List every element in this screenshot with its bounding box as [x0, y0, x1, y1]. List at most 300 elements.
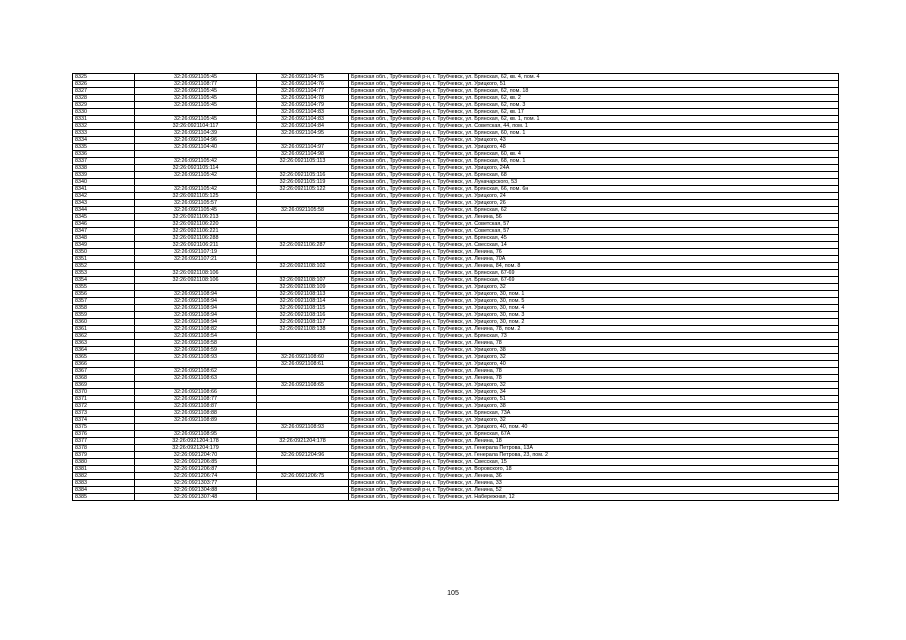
- parent-cadastral-number-cell: 32:26:0921106:288: [135, 235, 257, 242]
- address-cell: Брянская обл., Трубчевский р-н, г. Трубчевск, ул. Свесская, 14: [349, 242, 839, 249]
- address-cell: Брянская обл., Трубчевский р-н, г. Трубчевск, ул. Ленина, 76: [349, 249, 839, 256]
- table-row: [73, 228, 839, 235]
- table-row: [73, 214, 839, 221]
- parent-cadastral-number-cell: 32:26:0921105:42: [135, 158, 257, 165]
- address-cell: Брянская обл., Трубчевский р-н, г. Трубчевск, ул. Брянская, 60, пом. 1: [349, 130, 839, 137]
- row-number-cell: 8348: [73, 235, 135, 242]
- cadastral-number-cell: 32:26:0921108:102: [257, 263, 349, 270]
- table-row: [73, 137, 839, 144]
- address-cell: Брянская обл., Трубчевский р-н, г. Трубчевск, ул. Брянская, 68, пом. 1: [349, 158, 839, 165]
- parent-cadastral-number-cell: 32:26:0921105:114: [135, 165, 257, 172]
- parent-cadastral-number-cell: 32:26:0921104:117: [135, 123, 257, 130]
- row-number-cell: 8340: [73, 179, 135, 186]
- cadastral-number-cell: 32:26:0921104:97: [257, 144, 349, 151]
- cadastral-number-cell: 32:26:0921104:78: [257, 95, 349, 102]
- table-row: [73, 494, 839, 501]
- address-cell: Брянская обл., Трубчевский р-н, г. Трубчевск, ул. Урицкого, 26: [349, 200, 839, 207]
- cadastral-number-cell: [257, 333, 349, 340]
- row-number-cell: 8361: [73, 326, 135, 333]
- cadastral-number-cell: [257, 403, 349, 410]
- parent-cadastral-number-cell: [135, 361, 257, 368]
- row-number-cell: 8342: [73, 193, 135, 200]
- row-number-cell: 8326: [73, 81, 135, 88]
- table-row: [73, 221, 839, 228]
- address-cell: Брянская обл., Трубчевский р-н, г. Трубчевск, ул. Набережная, 12: [349, 494, 839, 501]
- address-cell: Брянская обл., Трубчевский р-н, г. Трубчевск, ул. Генерала Петрова, 13А: [349, 445, 839, 452]
- registry-table: [72, 73, 839, 501]
- parent-cadastral-number-cell: 32:26:0921106:221: [135, 228, 257, 235]
- address-cell: Брянская обл., Трубчевский р-н, г. Трубчевск, ул. Урицкого, 43: [349, 137, 839, 144]
- parent-cadastral-number-cell: [135, 151, 257, 158]
- address-cell: Брянская обл., Трубчевский р-н, г. Трубчевск, ул. Урицкого, 30, пом. 5: [349, 298, 839, 305]
- table-row: [73, 487, 839, 494]
- table-row: [73, 270, 839, 277]
- table-row: [73, 158, 839, 165]
- parent-cadastral-number-cell: 32:26:0921206:85: [135, 459, 257, 466]
- row-number-cell: 8363: [73, 340, 135, 347]
- row-number-cell: 8375: [73, 424, 135, 431]
- cadastral-number-cell: [257, 494, 349, 501]
- cadastral-number-cell: [257, 137, 349, 144]
- row-number-cell: 8362: [73, 333, 135, 340]
- row-number-cell: 8377: [73, 438, 135, 445]
- address-cell: Брянская обл., Трубчевский р-н, г. Трубчевск, ул. Урицкого, 40: [349, 361, 839, 368]
- row-number-cell: 8368: [73, 375, 135, 382]
- parent-cadastral-number-cell: 32:26:0921108:54: [135, 333, 257, 340]
- address-cell: Брянская обл., Трубчевский р-н, г. Трубчевск, ул. Ленина, 56: [349, 214, 839, 221]
- cadastral-number-cell: [257, 459, 349, 466]
- address-cell: Брянская обл., Трубчевский р-н, г. Трубчевск, ул. Советская, 57: [349, 228, 839, 235]
- parent-cadastral-number-cell: 32:26:0921108:95: [135, 431, 257, 438]
- table-row: [73, 207, 839, 214]
- table-row: [73, 333, 839, 340]
- row-number-cell: 8365: [73, 354, 135, 361]
- row-number-cell: 8345: [73, 214, 135, 221]
- cadastral-number-cell: 32:26:0921108:93: [257, 424, 349, 431]
- parent-cadastral-number-cell: 32:26:0921108:77: [135, 81, 257, 88]
- cadastral-number-cell: 32:26:0921108:113: [257, 291, 349, 298]
- address-cell: Брянская обл., Трубчевский р-н, г. Трубчевск, ул. Брянская, 62, кв. 17: [349, 109, 839, 116]
- parent-cadastral-number-cell: 32:26:0921105:125: [135, 193, 257, 200]
- parent-cadastral-number-cell: 32:26:0921105:45: [135, 88, 257, 95]
- table-row: [73, 375, 839, 382]
- parent-cadastral-number-cell: [135, 263, 257, 270]
- address-cell: Брянская обл., Трубчевский р-н, г. Трубчевск, ул. Брянская, 66, пом. 6н: [349, 186, 839, 193]
- address-cell: Брянская обл., Трубчевский р-н, г. Трубчевск, ул. Воровского, 18: [349, 466, 839, 473]
- parent-cadastral-number-cell: 32:26:0921108:82: [135, 326, 257, 333]
- table-row: [73, 368, 839, 375]
- address-cell: Брянская обл., Трубчевский р-н, г. Трубчевск, ул. Урицкого, 32: [349, 382, 839, 389]
- row-number-cell: 8367: [73, 368, 135, 375]
- table-row: [73, 242, 839, 249]
- cadastral-number-cell: [257, 368, 349, 375]
- parent-cadastral-number-cell: 32:26:0921105:45: [135, 102, 257, 109]
- table-row: [73, 466, 839, 473]
- table-row: [73, 123, 839, 130]
- table-row: [73, 431, 839, 438]
- cadastral-number-cell: 32:26:0921104:83: [257, 116, 349, 123]
- parent-cadastral-number-cell: 32:26:0921107:19: [135, 249, 257, 256]
- address-cell: Брянская обл., Трубчевский р-н, г. Трубчевск, ул. Брянская, 67-69: [349, 277, 839, 284]
- cadastral-number-cell: 32:26:0921108:114: [257, 298, 349, 305]
- row-number-cell: 8328: [73, 95, 135, 102]
- address-cell: Брянская обл., Трубчевский р-н, г. Трубчевск, ул. Урицкого, 32: [349, 417, 839, 424]
- address-cell: Брянская обл., Трубчевский р-н, г. Трубчевск, ул. Брянская, 73А: [349, 410, 839, 417]
- row-number-cell: 8374: [73, 417, 135, 424]
- cadastral-number-cell: 32:26:0921104:77: [257, 88, 349, 95]
- address-cell: Брянская обл., Трубчевский р-н, г. Трубчевск, ул. Урицкого, 24: [349, 193, 839, 200]
- table-row: [73, 109, 839, 116]
- table-row: [73, 403, 839, 410]
- row-number-cell: 8369: [73, 382, 135, 389]
- row-number-cell: 8354: [73, 277, 135, 284]
- row-number-cell: 8347: [73, 228, 135, 235]
- parent-cadastral-number-cell: 32:26:0921108:94: [135, 319, 257, 326]
- address-cell: Брянская обл., Трубчевский р-н, г. Трубчевск, ул. Урицкого, 30, пом. 1: [349, 291, 839, 298]
- table-row: [73, 186, 839, 193]
- table-row: [73, 193, 839, 200]
- table-row: [73, 256, 839, 263]
- parent-cadastral-number-cell: [135, 424, 257, 431]
- cadastral-number-cell: 32:26:0921104:75: [257, 74, 349, 81]
- cadastral-number-cell: 32:26:0921105:58: [257, 207, 349, 214]
- address-cell: Брянская обл., Трубчевский р-н, г. Трубчевск, ул. Луначарского, 53: [349, 179, 839, 186]
- parent-cadastral-number-cell: 32:26:0921108:63: [135, 375, 257, 382]
- parent-cadastral-number-cell: 32:26:0921104:96: [135, 137, 257, 144]
- address-cell: Брянская обл., Трубчевский р-н, г. Трубчевск, ул. Брянская, 67А: [349, 431, 839, 438]
- address-cell: Брянская обл., Трубчевский р-н, г. Трубчевск, ул. Ленина, 33: [349, 480, 839, 487]
- row-number-cell: 8336: [73, 151, 135, 158]
- table-row: [73, 354, 839, 361]
- parent-cadastral-number-cell: 32:26:0921105:45: [135, 207, 257, 214]
- cadastral-number-cell: [257, 193, 349, 200]
- address-cell: Брянская обл., Трубчевский р-н, г. Трубчевск, ул. Ленина, 70А: [349, 256, 839, 263]
- parent-cadastral-number-cell: 32:26:0921108:106: [135, 277, 257, 284]
- cadastral-number-cell: [257, 249, 349, 256]
- table-row: [73, 200, 839, 207]
- parent-cadastral-number-cell: 32:26:0921108:66: [135, 389, 257, 396]
- table-row: [73, 130, 839, 137]
- address-cell: Брянская обл., Трубчевский р-н, г. Трубчевск, ул. Ленина, 18: [349, 438, 839, 445]
- table-row: [73, 424, 839, 431]
- cadastral-number-cell: [257, 214, 349, 221]
- table-row: [73, 165, 839, 172]
- address-cell: Брянская обл., Трубчевский р-н, г. Трубчевск, ул. Ленина, 78: [349, 375, 839, 382]
- parent-cadastral-number-cell: [135, 284, 257, 291]
- table-row: [73, 102, 839, 109]
- row-number-cell: 8338: [73, 165, 135, 172]
- cadastral-number-cell: 32:26:0921108:109: [257, 284, 349, 291]
- table-row: [73, 361, 839, 368]
- address-cell: Брянская обл., Трубчевский р-н, г. Трубчевск, ул. Советская, 57: [349, 221, 839, 228]
- row-number-cell: 8379: [73, 452, 135, 459]
- address-cell: Брянская обл., Трубчевский р-н, г. Трубчевск, ул. Урицкого, 32: [349, 284, 839, 291]
- row-number-cell: 8339: [73, 172, 135, 179]
- table-row: [73, 396, 839, 403]
- address-cell: Брянская обл., Трубчевский р-н, г. Трубчевск, ул. Урицкого, 51: [349, 396, 839, 403]
- cadastral-number-cell: 32:26:0921104:79: [257, 102, 349, 109]
- table-row: [73, 459, 839, 466]
- row-number-cell: 8380: [73, 459, 135, 466]
- address-cell: Брянская обл., Трубчевский р-н, г. Трубчевск, ул. Брянская, 60, кв. 4: [349, 151, 839, 158]
- address-cell: Брянская обл., Трубчевский р-н, г. Трубчевск, ул. Урицкого, 34: [349, 389, 839, 396]
- address-cell: Брянская обл., Трубчевский р-н, г. Трубчевск, ул. Урицкого, 30, пом. 4: [349, 305, 839, 312]
- parent-cadastral-number-cell: 32:26:0921108:77: [135, 396, 257, 403]
- table-row: [73, 312, 839, 319]
- row-number-cell: 8337: [73, 158, 135, 165]
- table-row: [73, 305, 839, 312]
- cadastral-number-cell: 32:26:0921204:96: [257, 452, 349, 459]
- table-row: [73, 410, 839, 417]
- address-cell: Брянская обл., Трубчевский р-н, г. Трубчевск, ул. Урицкого, 32: [349, 354, 839, 361]
- table-row: [73, 438, 839, 445]
- address-cell: Брянская обл., Трубчевский р-н, г. Трубчевск, ул. Урицкого, 48: [349, 144, 839, 151]
- cadastral-number-cell: 32:26:0921108:138: [257, 326, 349, 333]
- cadastral-number-cell: 32:26:0921104:98: [257, 151, 349, 158]
- cadastral-number-cell: 32:26:0921104:76: [257, 81, 349, 88]
- table-row: [73, 284, 839, 291]
- address-cell: Брянская обл., Трубчевский р-н, г. Трубчевск, ул. Брянская, 68: [349, 172, 839, 179]
- cadastral-number-cell: 32:26:0921108:115: [257, 305, 349, 312]
- row-number-cell: 8327: [73, 88, 135, 95]
- row-number-cell: 8372: [73, 403, 135, 410]
- address-cell: Брянская обл., Трубчевский р-н, г. Трубчевск, ул. Урицкого, 38: [349, 347, 839, 354]
- cadastral-number-cell: 32:26:0921108:61: [257, 361, 349, 368]
- cadastral-number-cell: [257, 221, 349, 228]
- parent-cadastral-number-cell: 32:26:0921105:42: [135, 186, 257, 193]
- parent-cadastral-number-cell: 32:26:0921108:94: [135, 291, 257, 298]
- address-cell: Брянская обл., Трубчевский р-н, г. Трубчевск, ул. Ленина, 78, пом. 2: [349, 326, 839, 333]
- address-cell: Брянская обл., Трубчевский р-н, г. Трубчевск, ул. Брянская, 62, кв. 4, пом. 4: [349, 74, 839, 81]
- parent-cadastral-number-cell: [135, 382, 257, 389]
- parent-cadastral-number-cell: 32:26:0921307:48: [135, 494, 257, 501]
- parent-cadastral-number-cell: 32:26:0921108:94: [135, 312, 257, 319]
- table-row: [73, 172, 839, 179]
- table-row: [73, 326, 839, 333]
- cadastral-number-cell: 32:26:0921206:75: [257, 473, 349, 480]
- parent-cadastral-number-cell: 32:26:0921105:42: [135, 172, 257, 179]
- row-number-cell: 8373: [73, 410, 135, 417]
- address-cell: Брянская обл., Трубчевский р-н, г. Трубчевск, ул. Ленина, 78: [349, 340, 839, 347]
- parent-cadastral-number-cell: 32:26:0921108:62: [135, 368, 257, 375]
- cadastral-number-cell: [257, 340, 349, 347]
- row-number-cell: 8376: [73, 431, 135, 438]
- address-cell: Брянская обл., Трубчевский р-н, г. Трубчевск, ул. Советская, 44, пом. 1: [349, 123, 839, 130]
- address-cell: Брянская обл., Трубчевский р-н, г. Трубчевск, ул. Ленина, 78: [349, 368, 839, 375]
- table-row: [73, 452, 839, 459]
- page-number: 105: [447, 590, 459, 597]
- parent-cadastral-number-cell: 32:26:0921107:21: [135, 256, 257, 263]
- cadastral-number-cell: 32:26:0921106:287: [257, 242, 349, 249]
- parent-cadastral-number-cell: 32:26:0921303:77: [135, 480, 257, 487]
- parent-cadastral-number-cell: 32:26:0921105:57: [135, 200, 257, 207]
- cadastral-number-cell: 32:26:0921108:107: [257, 277, 349, 284]
- address-cell: Брянская обл., Трубчевский р-н, г. Трубчевск, ул. Брянская, 62, пом. 3: [349, 102, 839, 109]
- row-number-cell: 8364: [73, 347, 135, 354]
- cadastral-number-cell: [257, 487, 349, 494]
- address-cell: Брянская обл., Трубчевский р-н, г. Трубчевск, ул. Ленина, 84, пом. 8: [349, 263, 839, 270]
- row-number-cell: 8333: [73, 130, 135, 137]
- address-cell: Брянская обл., Трубчевский р-н, г. Трубчевск, ул. Урицкого, 30, пом. 2: [349, 319, 839, 326]
- parent-cadastral-number-cell: 32:26:0921204:179: [135, 445, 257, 452]
- cadastral-number-cell: [257, 396, 349, 403]
- cadastral-number-cell: [257, 375, 349, 382]
- parent-cadastral-number-cell: 32:26:0921108:106: [135, 270, 257, 277]
- cadastral-number-cell: [257, 466, 349, 473]
- cadastral-number-cell: [257, 200, 349, 207]
- cadastral-number-cell: 32:26:0921104:84: [257, 123, 349, 130]
- cadastral-number-cell: [257, 228, 349, 235]
- table-row: [73, 74, 839, 81]
- cadastral-number-cell: 32:26:0921105:119: [257, 179, 349, 186]
- row-number-cell: 8384: [73, 487, 135, 494]
- row-number-cell: 8325: [73, 74, 135, 81]
- cadastral-number-cell: 32:26:0921105:116: [257, 172, 349, 179]
- address-cell: Брянская обл., Трубчевский р-н, г. Трубчевск, ул. Урицкого, 40, пом. 40: [349, 424, 839, 431]
- table-row: [73, 319, 839, 326]
- parent-cadastral-number-cell: 32:26:0921105:45: [135, 74, 257, 81]
- table-row: [73, 95, 839, 102]
- parent-cadastral-number-cell: 32:26:0921206:74: [135, 473, 257, 480]
- row-number-cell: 8331: [73, 116, 135, 123]
- cadastral-number-cell: 32:26:0921108:116: [257, 312, 349, 319]
- table-row: [73, 249, 839, 256]
- cadastral-number-cell: 32:26:0921204:178: [257, 438, 349, 445]
- row-number-cell: 8385: [73, 494, 135, 501]
- address-cell: Брянская обл., Трубчевский р-н, г. Трубчевск, ул. Урицкого, 24А: [349, 165, 839, 172]
- parent-cadastral-number-cell: 32:26:0921304:88: [135, 487, 257, 494]
- address-cell: Брянская обл., Трубчевский р-н, г. Трубчевск, ул. Генерала Петрова, 23, пом. 2: [349, 452, 839, 459]
- cadastral-number-cell: [257, 417, 349, 424]
- address-cell: Брянская обл., Трубчевский р-н, г. Трубчевск, ул. Урицкого, 51: [349, 81, 839, 88]
- row-number-cell: 8378: [73, 445, 135, 452]
- cadastral-number-cell: 32:26:0921108:65: [257, 382, 349, 389]
- row-number-cell: 8335: [73, 144, 135, 151]
- registry-table-body: [73, 74, 839, 501]
- cadastral-number-cell: [257, 256, 349, 263]
- cadastral-number-cell: [257, 445, 349, 452]
- cadastral-number-cell: [257, 410, 349, 417]
- parent-cadastral-number-cell: 32:26:0921104:39: [135, 130, 257, 137]
- table-row: [73, 179, 839, 186]
- cadastral-number-cell: 32:26:0921108:117: [257, 319, 349, 326]
- parent-cadastral-number-cell: 32:26:0921206:87: [135, 466, 257, 473]
- table-row: [73, 291, 839, 298]
- row-number-cell: 8359: [73, 312, 135, 319]
- row-number-cell: 8330: [73, 109, 135, 116]
- address-cell: Брянская обл., Трубчевский р-н, г. Трубчевск, ул. Брянская, 62: [349, 207, 839, 214]
- row-number-cell: 8381: [73, 466, 135, 473]
- address-cell: Брянская обл., Трубчевский р-н, г. Трубчевск, ул. Брянская, 73: [349, 333, 839, 340]
- row-number-cell: 8341: [73, 186, 135, 193]
- parent-cadastral-number-cell: 32:26:0921108:94: [135, 298, 257, 305]
- parent-cadastral-number-cell: [135, 109, 257, 116]
- row-number-cell: 8371: [73, 396, 135, 403]
- parent-cadastral-number-cell: 32:26:0921105:45: [135, 116, 257, 123]
- address-cell: Брянская обл., Трубчевский р-н, г. Трубчевск, ул. Ленина, 52: [349, 487, 839, 494]
- row-number-cell: 8382: [73, 473, 135, 480]
- table-row: [73, 144, 839, 151]
- table-row: [73, 445, 839, 452]
- cadastral-number-cell: [257, 235, 349, 242]
- address-cell: Брянская обл., Трубчевский р-н, г. Трубчевск, ул. Брянская, 45: [349, 235, 839, 242]
- address-cell: Брянская обл., Трубчевский р-н, г. Трубчевск, ул. Брянская, 62, пом. 18: [349, 88, 839, 95]
- row-number-cell: 8356: [73, 291, 135, 298]
- row-number-cell: 8353: [73, 270, 135, 277]
- address-cell: Брянская обл., Трубчевский р-н, г. Трубчевск, ул. Урицкого, 38: [349, 403, 839, 410]
- row-number-cell: 8332: [73, 123, 135, 130]
- cadastral-number-cell: [257, 431, 349, 438]
- address-cell: Брянская обл., Трубчевский р-н, г. Трубчевск, ул. Брянская, 67-69: [349, 270, 839, 277]
- table-row: [73, 382, 839, 389]
- row-number-cell: 8383: [73, 480, 135, 487]
- row-number-cell: 8351: [73, 256, 135, 263]
- row-number-cell: 8358: [73, 305, 135, 312]
- table-row: [73, 235, 839, 242]
- parent-cadastral-number-cell: 32:26:0921106:211: [135, 242, 257, 249]
- parent-cadastral-number-cell: 32:26:0921108:88: [135, 410, 257, 417]
- parent-cadastral-number-cell: 32:26:0921106:220: [135, 221, 257, 228]
- parent-cadastral-number-cell: 32:26:0921204:178: [135, 438, 257, 445]
- table-row: [73, 88, 839, 95]
- cadastral-number-cell: [257, 165, 349, 172]
- parent-cadastral-number-cell: 32:26:0921204:70: [135, 452, 257, 459]
- table-row: [73, 480, 839, 487]
- address-cell: Брянская обл., Трубчевский р-н, г. Трубчевск, ул. Брянская, 62, кв. 1, пом. 1: [349, 116, 839, 123]
- address-cell: Брянская обл., Трубчевский р-н, г. Трубчевск, ул. Ленина, 36: [349, 473, 839, 480]
- address-cell: Брянская обл., Трубчевский р-н, г. Трубчевск, ул. Свесская, 15: [349, 459, 839, 466]
- address-cell: Брянская обл., Трубчевский р-н, г. Трубчевск, ул. Брянская, 62, кв. 2: [349, 95, 839, 102]
- table-row: [73, 151, 839, 158]
- table-row: [73, 263, 839, 270]
- row-number-cell: 8334: [73, 137, 135, 144]
- table-row: [73, 116, 839, 123]
- table-row: [73, 277, 839, 284]
- row-number-cell: 8357: [73, 298, 135, 305]
- parent-cadastral-number-cell: 32:26:0921108:59: [135, 347, 257, 354]
- table-row: [73, 347, 839, 354]
- row-number-cell: 8329: [73, 102, 135, 109]
- table-row: [73, 417, 839, 424]
- cadastral-number-cell: [257, 347, 349, 354]
- parent-cadastral-number-cell: 32:26:0921108:93: [135, 354, 257, 361]
- row-number-cell: 8370: [73, 389, 135, 396]
- row-number-cell: 8343: [73, 200, 135, 207]
- parent-cadastral-number-cell: 32:26:0921104:40: [135, 144, 257, 151]
- row-number-cell: 8360: [73, 319, 135, 326]
- cadastral-number-cell: [257, 389, 349, 396]
- parent-cadastral-number-cell: 32:26:0921108:94: [135, 305, 257, 312]
- row-number-cell: 8349: [73, 242, 135, 249]
- parent-cadastral-number-cell: 32:26:0921108:58: [135, 340, 257, 347]
- row-number-cell: 8346: [73, 221, 135, 228]
- table-row: [73, 389, 839, 396]
- table-row: [73, 340, 839, 347]
- row-number-cell: 8352: [73, 263, 135, 270]
- cadastral-number-cell: [257, 270, 349, 277]
- row-number-cell: 8366: [73, 361, 135, 368]
- parent-cadastral-number-cell: [135, 179, 257, 186]
- cadastral-number-cell: 32:26:0921108:60: [257, 354, 349, 361]
- parent-cadastral-number-cell: 32:26:0921106:213: [135, 214, 257, 221]
- cadastral-number-cell: 32:26:0921104:83: [257, 109, 349, 116]
- table-row: [73, 81, 839, 88]
- parent-cadastral-number-cell: 32:26:0921105:45: [135, 95, 257, 102]
- cadastral-number-cell: 32:26:0921105:122: [257, 186, 349, 193]
- cadastral-number-cell: 32:26:0921104:95: [257, 130, 349, 137]
- row-number-cell: 8355: [73, 284, 135, 291]
- parent-cadastral-number-cell: 32:26:0921108:89: [135, 417, 257, 424]
